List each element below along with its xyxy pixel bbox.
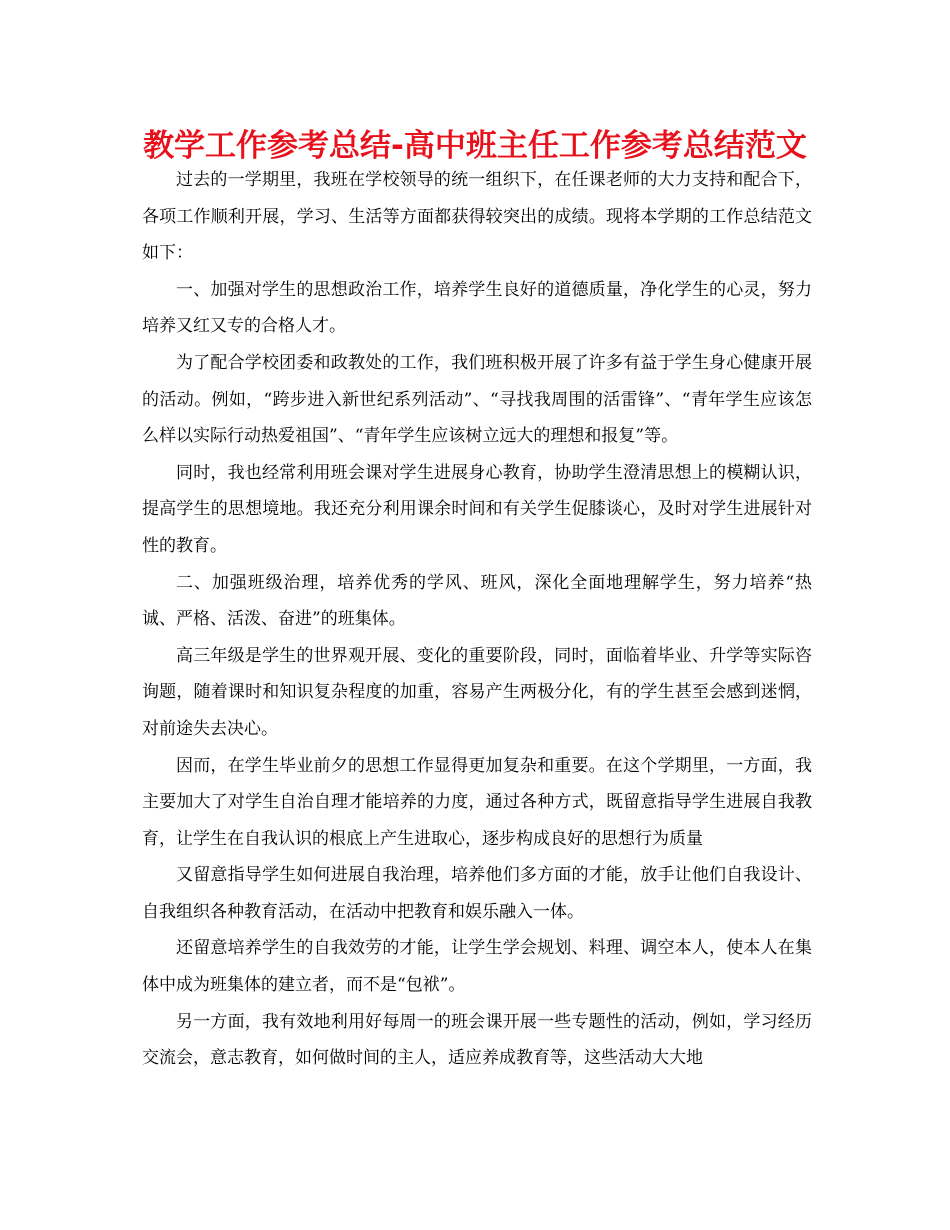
paragraph-intro: 过去的一学期里，我班在学校领导的统一组织下，在任课老师的大力支持和配合下，各项工作顺利开展，学习、生活等方面都获得较突出的成绩。现将本学期的工作总结范文如下： <box>142 170 812 264</box>
paragraph-class-meetings: 同时，我也经常利用班会课对学生进展身心教育，协助学生澄清思想上的模糊认识，提高学生的思想境地。我还充分利用课余时间和有关学生促膝谈心，及时对学生进展针对性的教育。 <box>142 462 812 556</box>
paragraph-graduation: 因而，在学生毕业前夕的思想工作显得更加复杂和重要。在这个学期里，一方面，我主要加大了对学生自治自理才能培养的力度，通过各种方式，既留意指导学生进展自我教育，让学生在自我认识的根底上产生进取心，逐步构成良好的思想行为质量 <box>142 755 812 849</box>
paragraph-self-service: 还留意培养学生的自我效劳的才能，让学生学会规划、料理、调空本人，使本人在集体中成为班集体的建立者，而不是“包袱”。 <box>142 938 812 996</box>
paragraph-section-two-heading: 二、加强班级治理，培养优秀的学风、班风，深化全面地理解学生，努力培养“热诚、严格、活泼、奋进”的班集体。 <box>142 572 812 630</box>
paragraph-activities: 为了配合学校团委和政教处的工作，我们班积极开展了许多有益于学生身心健康开展的活动。例如，“跨步进入新世纪系列活动”、“寻找我周围的活雷锋”、“青年学生应该怎么样以实际行动热爱祖国”、“青年学生应该树立远大的理想和报复”等。 <box>142 352 812 447</box>
paragraph-self-management: 又留意指导学生如何进展自我治理，培养他们多方面的才能，放手让他们自我设计、自我组织各种教育活动，在活动中把教育和娱乐融入一体。 <box>142 865 812 922</box>
document-body <box>142 162 812 1077</box>
paragraph-senior-year: 高三年级是学生的世界观开展、变化的重要阶段，同时，面临着毕业、升学等实际咨询题，随着课时和知识复杂程度的加重，容易产生两极分化，有的学生甚至会感到迷惘，对前途失去决心。 <box>142 645 812 739</box>
document-title: 教学工作参考总结-高中班主任工作参考总结范文 <box>143 128 807 164</box>
paragraph-section-one-heading: 一、加强对学生的思想政治工作，培养学生良好的道德质量，净化学生的心灵，努力培养又红又专的合格人才。 <box>142 279 812 337</box>
paragraph-weekly-meetings: 另一方面，我有效地利用好每周一的班会课开展一些专题性的活动，例如，学习经历交流会，意志教育，如何做时间的主人，适应养成教育等，这些活动大大地 <box>142 1011 812 1069</box>
